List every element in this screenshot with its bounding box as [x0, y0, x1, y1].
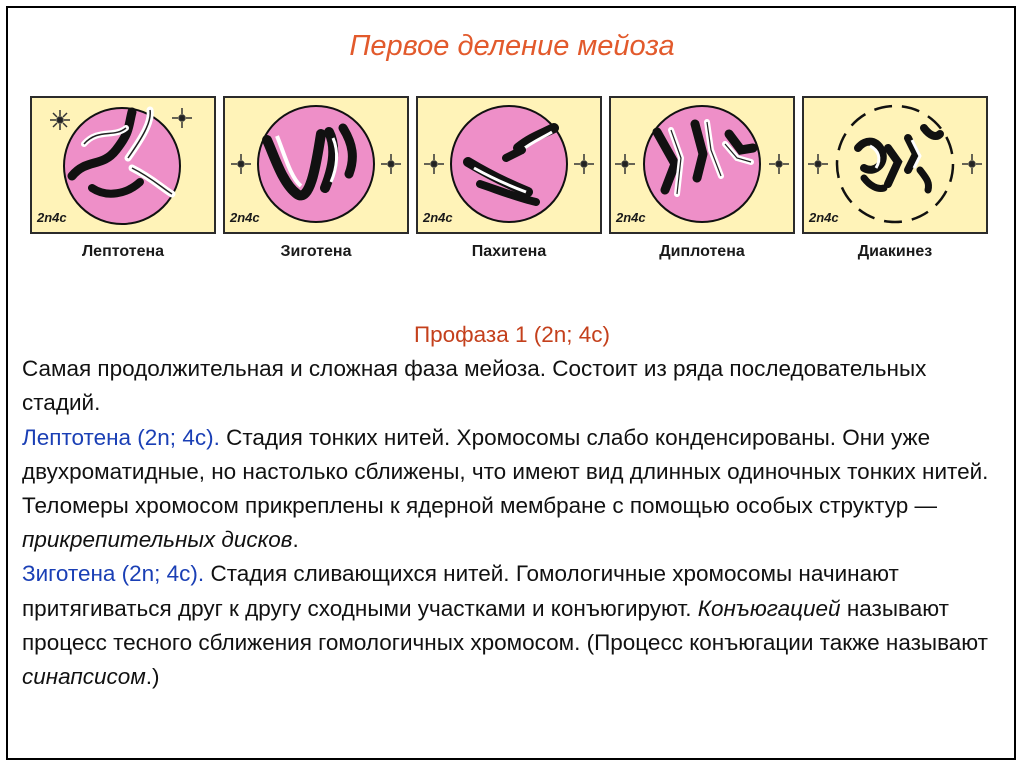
zygotene-term: Зиготена (2n; 4c). [22, 561, 205, 587]
synapsis-italic: синапсисом [22, 664, 146, 690]
zygotene-end: .) [145, 664, 160, 690]
stage-label: Пахитена [471, 243, 547, 260]
leptotene-end: . [292, 527, 299, 553]
ploidy-label: 2n4c [616, 210, 646, 225]
stage-label: Зиготена [280, 243, 352, 260]
leptotene-term: Лептотена (2n; 4c). [22, 424, 220, 450]
stage-pachytene [416, 96, 602, 261]
centrosome-right-icon [574, 154, 594, 174]
centrosome-right-icon [381, 154, 401, 174]
centrosome-right-icon [962, 154, 982, 174]
leptotene-text: Стадия тонких нитей. Хромосомы слабо конденсированы. Они уже двухроматидные, но настолько сближены, что имеют вид длинных одиночных тонких нитей. Теломеры хромосом прикреплены к ядерной мембране с помощью особых структур — [22, 424, 989, 519]
stage-diagrams [30, 96, 990, 276]
slide-title: Первое деление мейоза [349, 30, 675, 62]
ploidy-label: 2n4c [37, 210, 67, 225]
stage-label: Диакинез [857, 243, 933, 260]
centrosome-left-icon [231, 154, 251, 174]
stage-panel [223, 96, 409, 234]
leptotene-italic: прикрепительных дисков [22, 527, 293, 553]
centrosome-right-icon [172, 108, 192, 128]
stage-label: Диплотена [659, 243, 745, 260]
stage-diplotene [609, 96, 795, 261]
ploidy-label: 2n4c [230, 210, 260, 225]
intro-paragraph: Самая продолжительная и сложная фаза мейоза. Состоит из ряда последовательных стадий. [22, 356, 927, 416]
stage-panel [802, 96, 988, 234]
centrosome-left-icon [615, 154, 635, 174]
stage-zygotene [223, 96, 409, 261]
centrosome-right-icon [769, 154, 789, 174]
stage-panel [609, 96, 795, 234]
centrosome-left-icon [424, 154, 444, 174]
centrosome-left-icon [808, 154, 828, 174]
section-subtitle: Профаза 1 (2n; 4c) [413, 322, 611, 347]
zygotene-text: Стадия сливающихся нитей. Гомологичные хромосомы начинают притягиваться друг к другу сходными участками и конъюгируют. [22, 561, 899, 621]
stage-panel [416, 96, 602, 234]
zygotene-paragraph [22, 557, 1002, 694]
conjugation-italic: Конъюгацией [697, 595, 841, 621]
ploidy-label: 2n4c [423, 210, 453, 225]
zygotene-text-2: называют процесс тесного сближения гомологичных хромосом. (Процесс конъюгации также называют [22, 595, 988, 655]
stage-label: Лептотена [81, 243, 165, 260]
ploidy-label: 2n4c [809, 210, 839, 225]
stage-leptotene [30, 96, 216, 261]
body-text [22, 318, 1002, 694]
stage-panel [30, 96, 216, 234]
leptotene-paragraph [22, 421, 1002, 558]
stage-diakinesis [802, 96, 988, 261]
centrosome-left-icon [50, 110, 70, 130]
